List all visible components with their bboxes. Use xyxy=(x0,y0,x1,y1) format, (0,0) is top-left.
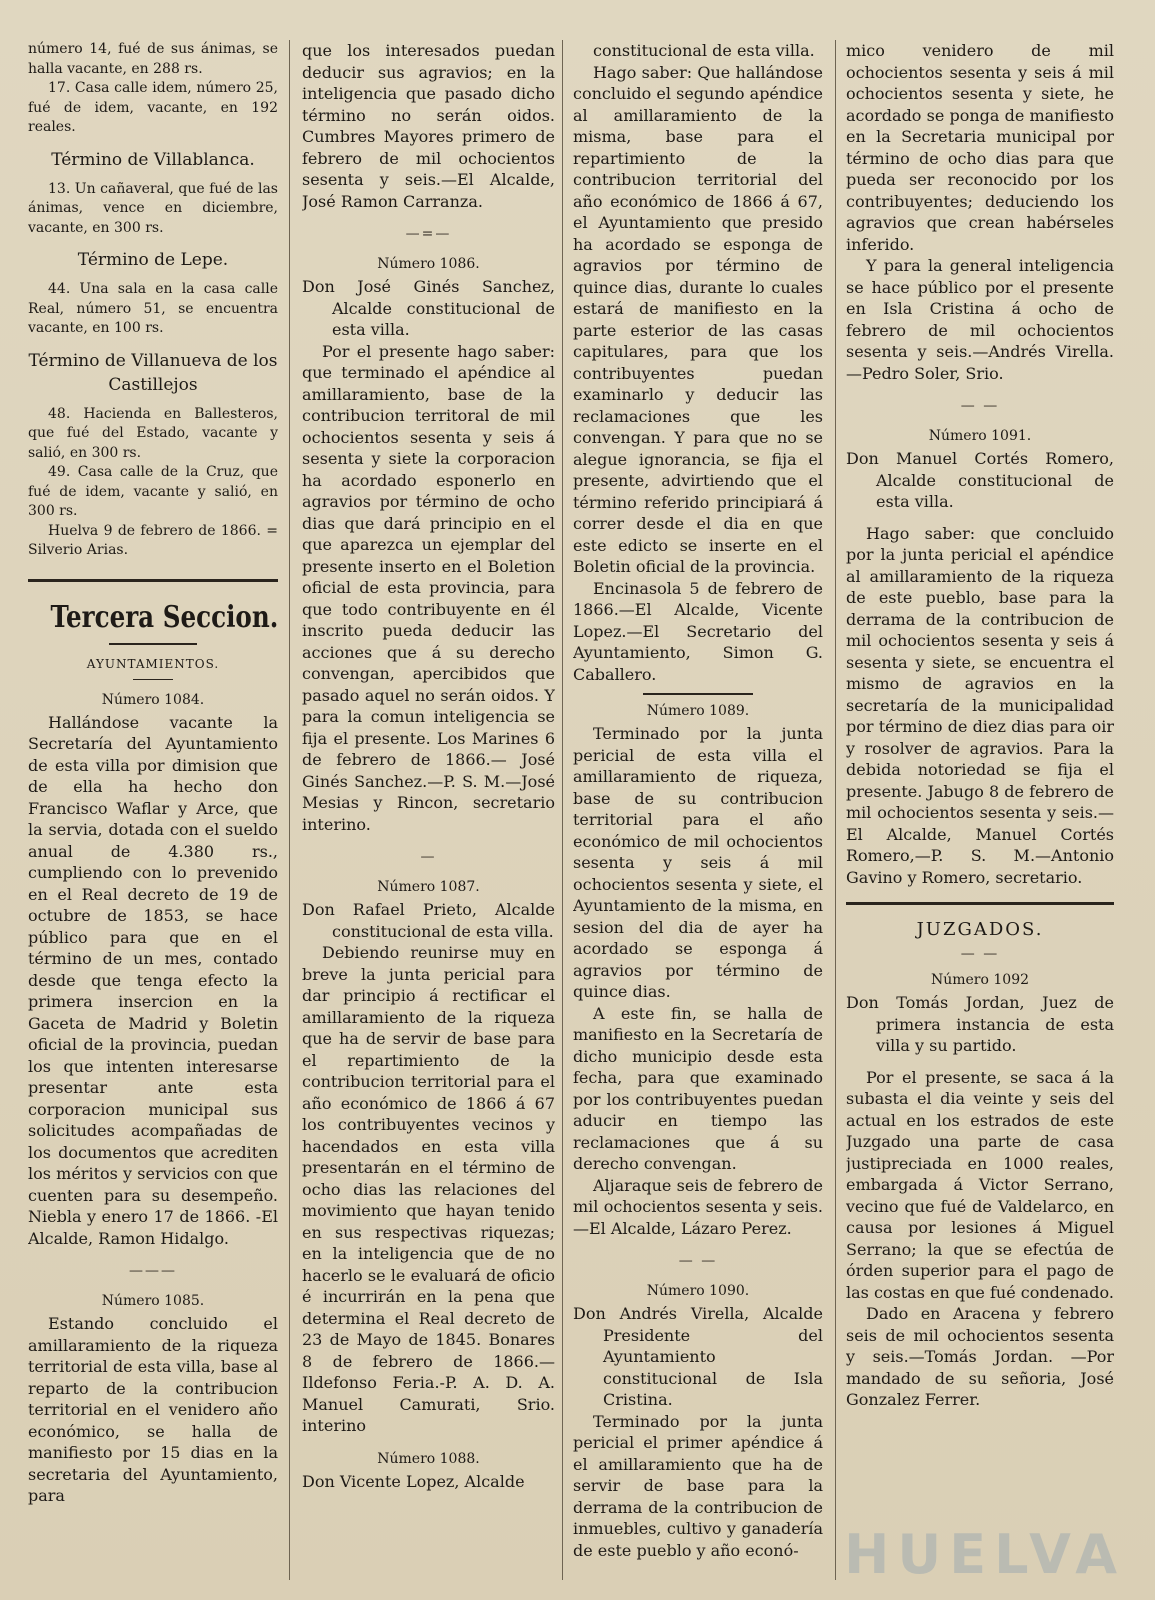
archive-watermark: HUELVA xyxy=(844,1523,1125,1586)
notice-1086-heading: Don José Ginés Sanchez, Alcalde constitucional de esta villa. xyxy=(302,277,555,339)
separator: — — xyxy=(960,946,1000,962)
termino-villanueva: Término de Villanueva de los Castillejos xyxy=(28,350,278,395)
notice-1088-heading: Don Vicente Lopez, Alcalde xyxy=(302,1471,525,1491)
notice-1092-body: Por el presente, se saca á la subasta el dia veinte y seis del actual en los estrados de este Juzgado una parte de casa justipreciada en 1000 reales, embargada á Victor Serrano, vecino que fué de Valdelarco, en causa por lesiones á Miguel Serrano; la que se efectúa de órden superior para el pago de las costas en que fué condenado. xyxy=(846,1067,1114,1302)
section-rule xyxy=(846,902,1114,905)
notice-1089-body: Terminado por la junta pericial de esta villa el amillaramiento de riqueza, base de su contribucion territorial para el año económico de mil ochocientos sesenta y seis á mil ochocientos sesenta y siete, el Ayuntamiento de la misma, en sesion del dia de ayer ha acordado se esponga á agravios por término de quince dias. xyxy=(573,724,823,1001)
notice-number-1084: Número 1084. xyxy=(101,691,205,708)
notice-number-1090: Número 1090. xyxy=(646,1283,750,1299)
separator: ——— xyxy=(129,1263,177,1279)
separator: — — xyxy=(960,398,1000,414)
short-rule xyxy=(109,643,197,645)
column-4 xyxy=(846,40,1114,1580)
notice-1088-heading-continued: constitucional de esta villa. xyxy=(593,41,815,60)
notice-number-1086: Número 1086. xyxy=(377,256,480,272)
listing-continued: número 14, fué de sus ánimas, se halla vacante, en 288 rs. xyxy=(28,41,278,77)
notice-number-1088: Número 1088. xyxy=(377,1450,480,1467)
notice-1086-body: Por el presente hago saber: que terminado el apéndice al amillaramiento, base de la contribucion territoral de mil ochocientos sesenta y seis á sesenta y siete la corporacion ha acordado esponerlo en agravios por término de ocho dias que dará principio en el que aparezca un ejemplar del presente inserto en el Boletion oficial de esta provincia, para que todo contribuyente en él inscrito pueda deducir las acciones que á su derecho convengan, apercibidos que pasado aquel no serán oidos. Y para la comun inteligencia se fija el presente. Los Marines 6 de febrero de 1866.— José Ginés Sanchez.—P. S. M.—José Mesias y Rincon, secretario interino. xyxy=(302,341,555,834)
notice-number-1087: Número 1087. xyxy=(377,879,480,895)
notice-1087-heading: Don Rafael Prieto, Alcalde constitucional de esta villa. xyxy=(302,900,555,941)
section-rule xyxy=(28,579,278,582)
separator: —=— xyxy=(405,226,452,242)
notice-number-1085: Número 1085. xyxy=(101,1293,205,1309)
notice-1092-signature: Dado en Aracena y febrero seis de mil ochocientos sesenta y seis.—Tomás Jordan. —Por mandado de su señoria, José Gonzalez Ferrer. xyxy=(846,1304,1114,1409)
column-divider xyxy=(835,40,836,1580)
notice-1092-heading: Don Tomás Jordan, Juez de primera instancia de esta villa y su partido. xyxy=(846,993,1114,1055)
notice-1091-heading: Don Manuel Cortés Romero, Alcalde constitucional de esta villa. xyxy=(846,449,1114,511)
listing-13: 13. Un cañaveral, que fué de las ánimas, vence en diciembre, vacante, en 300 rs. xyxy=(28,180,278,236)
notice-number-1089: Número 1089. xyxy=(646,703,750,719)
notice-1085-body: Estando concluido el amillaramiento de la riqueza territorial de esta villa, base al reparto de la contribucion territorial en el venidero año económico, se halla de manifiesto por 15 dias en la secretaria del Ayuntamiento, para xyxy=(28,1314,278,1505)
notice-1084-body: Hallándose vacante la Secretaría del Ayuntamiento de esta villa por dimision que de ella ha hecho don Francisco Waflar y Arce, que la servia, dotada con el sueldo anual de 4.380 rs., cumpliendo con lo prevenido en el Real decreto de 19 de octubre de 1853, se hace público para que en el término de un mes, contado desde que tenga efecto la primera insercion en la Gaceta de Madrid y Boletin oficial de la provincia, puedan los que intenten interesarse presentar ante esta corporacion municipal sus solicitudes acompañadas de los documentos que acrediten los méritos y servicios con que cuenten para su desempeño. Niebla y enero 17 de 1866. -El Alcalde, Ramon Hidalgo. xyxy=(28,712,278,1248)
notice-1089-body-2: A este fin, se halla de manifiesto en la Secretaría de dicho municipio desde esta fecha, para que examinado por los contribuyentes puedan aducir en tiempo las reclamaciones que á su derecho convengan. xyxy=(573,1003,823,1173)
notice-1088-body: Hago saber: Que hallándose concluido el segundo apéndice al amillaramiento de la misma, base para el repartimiento de la contribucion territorial del año económico de 1866 á 67, el Ayuntamiento que presido ha acordado se esponga de agravios por término de quince dias, durante lo cuales estará de manifiesto en la parte esterior de las casas capitulares, para que los contribuyentes puedan examinarlo y deducir las reclamaciones que les convengan. Y para que no se alegue ignorancia, se fija el presente, advirtiendo que el término referido principiará á correr desde el dia en que este edicto se inserte en el Boletin oficial de la provincia. xyxy=(573,62,823,576)
short-rule xyxy=(133,679,173,680)
subsection-juzgados: JUZGADOS. xyxy=(916,919,1044,940)
notice-1090-heading: Don Andrés Virella, Alcalde Presidente del Ayuntamiento constitucional de Isla Cristina. xyxy=(573,1304,823,1409)
notice-number-1092: Número 1092 xyxy=(930,972,1030,988)
separator: — — xyxy=(678,1253,718,1269)
notice-1090-body: Terminado por la junta pericial el primer apéndice á el amillaramiento que ha de servir de base para la derrama de la contribucion de inmuebles, cultivo y ganadería de este pueblo y año econó- xyxy=(573,1411,823,1560)
notice-1090-continued: mico venidero de mil ochocientos sesenta y seis á mil ochocientos sesenta y siete, he acordado se ponga de manifiesto en la Secretaria municipal por término de ocho dias para que pueda ser reconocido por los contribuyentes; deduciendo los agravios que crean habérseles inferido. xyxy=(846,41,1114,254)
termino-villablanca: Término de Villablanca. xyxy=(51,149,255,170)
short-rule xyxy=(643,693,753,695)
notice-1090-signature: Y para la general inteligencia se hace público por el presente en Isla Cristina á ocho de febrero de mil ochocientos sesenta y seis.—Andrés Virella.—Pedro Soler, Srio. xyxy=(846,256,1114,383)
column-divider xyxy=(562,40,563,1580)
subsection-ayuntamientos: AYUNTAMIENTOS. xyxy=(86,656,220,671)
listing-49: 49. Casa calle de la Cruz, que fué de idem, vacante y salió, en 300 rs. xyxy=(28,464,278,519)
separator: — xyxy=(420,849,437,865)
notice-number-1091: Número 1091. xyxy=(928,428,1032,444)
listing-48: 48. Hacienda en Ballesteros, que fué del Estado, vacante y salió, en 300 rs. xyxy=(28,405,278,461)
notice-1089-signature: Aljaraque seis de febrero de mil ochocientos sesenta y seis.—El Alcalde, Lázaro Perez. xyxy=(573,1175,823,1238)
listing-17: 17. Casa calle idem, número 25, fué de idem, vacante, en 192 reales. xyxy=(28,80,278,135)
listing-44: 44. Una sala en la casa calle Real, número 51, se encuentra vacante, en 100 rs. xyxy=(28,281,278,336)
section-title: Tercera Seccion. xyxy=(50,599,278,635)
column-divider xyxy=(289,40,290,1580)
notice-1091-body: Hago saber: que concluido por la junta pericial el apéndice al amillaramiento de la riqueza de este pueblo, base para la derrama de la contribucion de mil ochocientos sesenta y seis á sesenta y siete, se encuentra el mismo de agravios en la secretaría de la municipalidad por término de diez dias para oir y rosolver de agravios. Para la debida notoriedad se fija el presente. Jabugo 8 de febrero de mil ochocientos sesenta y seis.— El Alcalde, Manuel Cortés Romero,—P. S. M.—Antonio Gavino y Romero, secretario. xyxy=(846,523,1114,887)
column-2 xyxy=(302,40,555,1580)
column-1 xyxy=(28,40,278,1580)
termino-lepe: Término de Lepe. xyxy=(77,250,229,270)
column-3 xyxy=(573,40,823,1580)
notice-1088-signature: Encinasola 5 de febrero de 1866.—El Alcalde, Vicente Lopez.—El Secretario del Ayuntamiento, Simon G. Caballero. xyxy=(573,578,823,684)
notice-1087-body: Debiendo reunirse muy en breve la junta pericial para dar principio á rectificar el amillaramiento de la riqueza que ha de servir de base para el repartimiento de la contribucion territorial para el año económico de 1866 á 67 los contribuyentes vecinos y hacendados en esta villa presentarán en el término de ocho dias las relaciones del movimiento que hayan tenido en sus respectivas riquezas; en la inteligencia que de no hacerlo se le evaluará de oficio é incurrirán en la pena que determina el Real decreto de 23 de Mayo de 1845. Bonares 8 de febrero de 1866.— Ildefonso Feria.-P. A. D. A. Manuel Camurati, Srio. interino xyxy=(302,943,555,1435)
notice-1085-continued: que los interesados puedan deducir sus agravios; en la inteligencia que pasado dicho término no serán oidos. Cumbres Mayores primero de febrero de mil ochocientos sesenta y seis.—El Alcalde, José Ramon Carranza. xyxy=(302,41,555,211)
signature-huelva: Huelva 9 de febrero de 1866. = Silverio Arias. xyxy=(28,522,278,558)
